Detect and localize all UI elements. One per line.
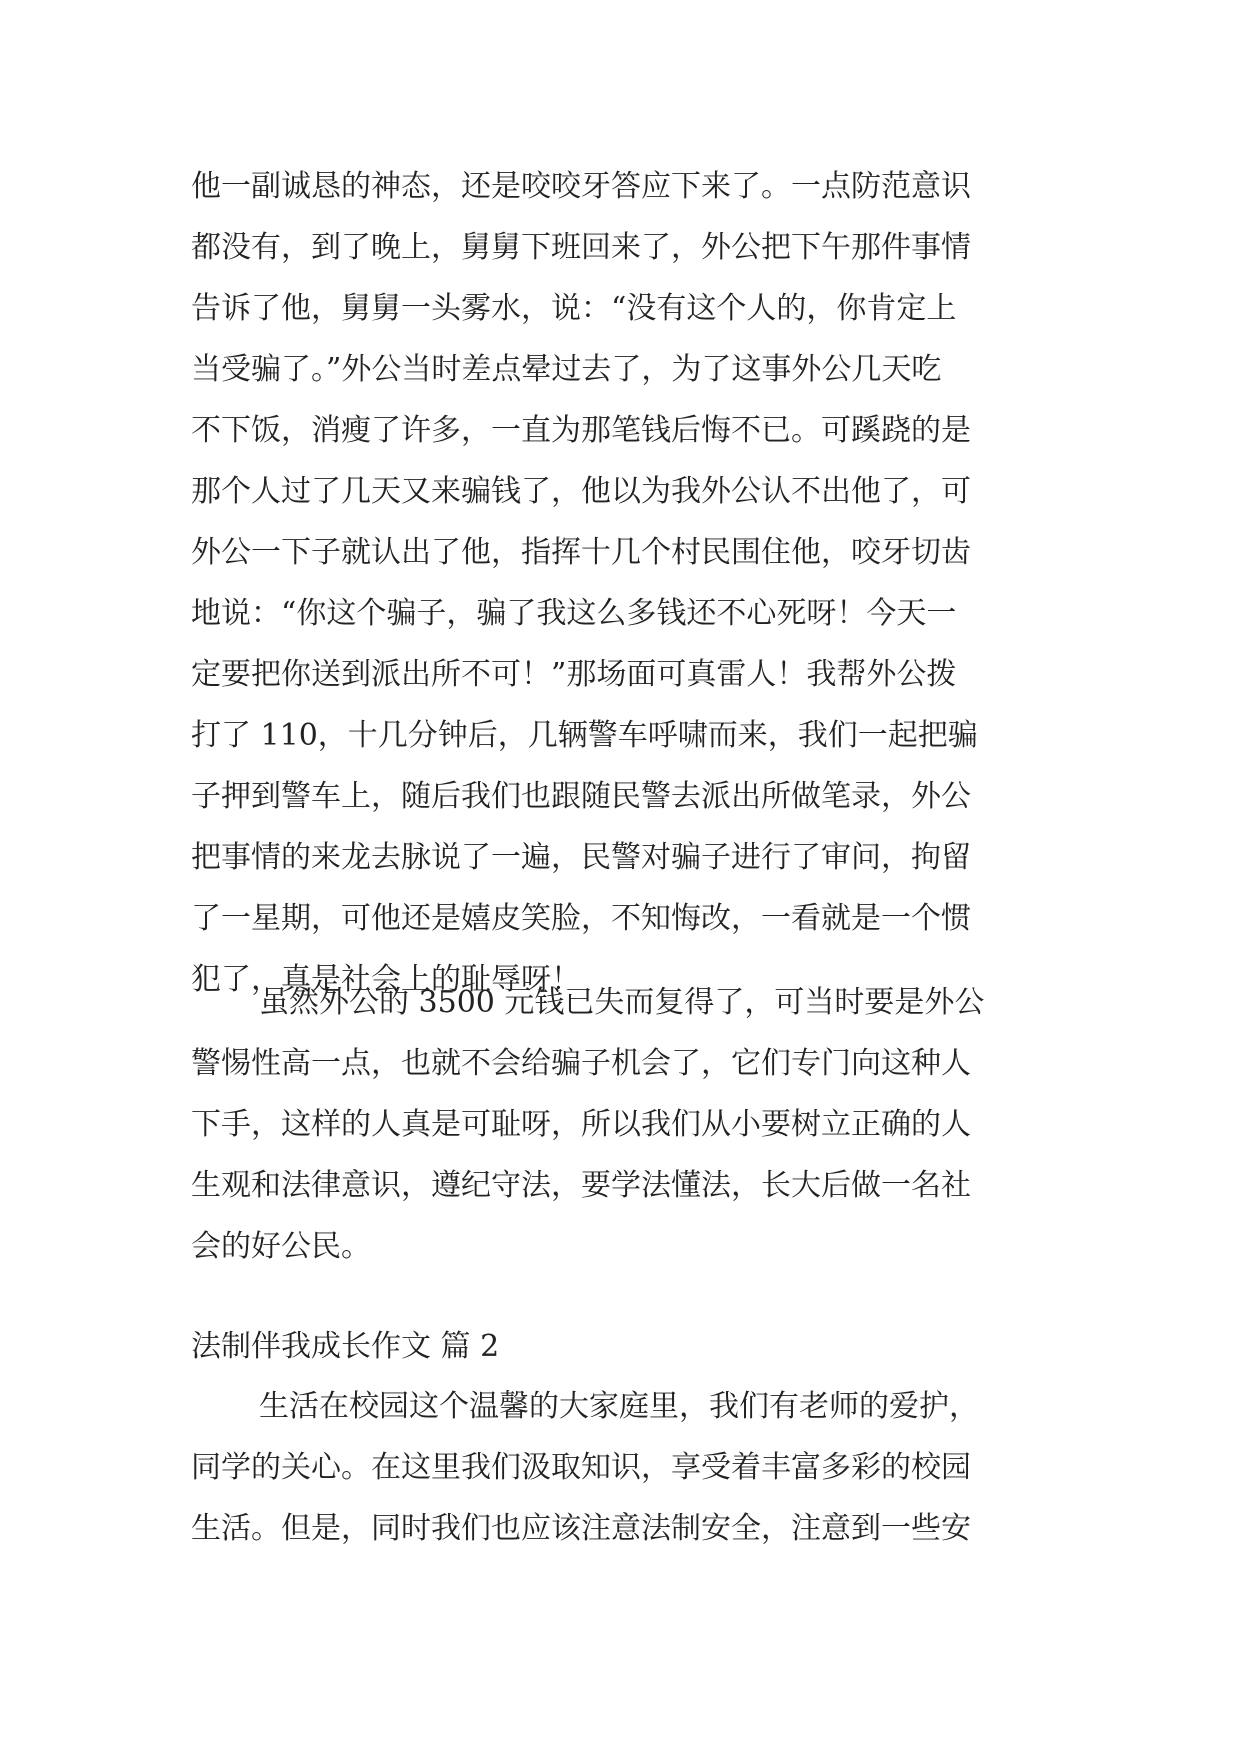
paragraph-line: 子押到警车上，随后我们也跟随民警去派出所做笔录，外公 [191, 779, 971, 814]
section-heading: 法制伴我成长作文 篇 2 [191, 1329, 500, 1364]
paragraph-line: 同学的关心。在这里我们汲取知识，享受着丰富多彩的校园 [191, 1450, 971, 1485]
paragraph-line: 虽然外公的 3500 元钱已失而复得了，可当时要是外公 [259, 985, 985, 1020]
paragraph-line: 定要把你送到派出所不可！”那场面可真雷人！我帮外公拨 [191, 657, 957, 692]
paragraph-line: 打了 110，十几分钟后，几辆警车呼啸而来，我们一起把骗 [191, 718, 978, 753]
paragraph-conclusion [191, 972, 1051, 1277]
paragraph-line: 生活在校园这个温馨的大家庭里，我们有老师的爱护， [259, 1389, 979, 1424]
paragraph-line: 犯了，真是社会上的耻辱呀！ [191, 962, 581, 997]
paragraph-line: 不下饭，消瘦了许多，一直为那笔钱后悔不已。可蹊跷的是 [191, 413, 971, 448]
paragraph-line: 地说：“你这个骗子，骗了我这么多钱还不心死呀！今天一 [191, 596, 957, 631]
paragraph-line: 那个人过了几天又来骗钱了，他以为我外公认不出他了，可 [191, 474, 971, 509]
paragraph-line: 外公一下子就认出了他，指挥十几个村民围住他，咬牙切齿 [191, 535, 971, 570]
paragraph-line: 他一副诚恳的神态，还是咬咬牙答应下来了。一点防范意识 [191, 169, 971, 204]
section-heading-block [191, 1316, 1051, 1377]
paragraph-line: 会的好公民。 [191, 1229, 371, 1264]
paragraph-essay-2-intro [191, 1376, 1051, 1559]
paragraph-story-continuation [191, 156, 1051, 1010]
paragraph-line: 下手，这样的人真是可耻呀，所以我们从小要树立正确的人 [191, 1107, 971, 1142]
paragraph-line: 当受骗了。”外公当时差点晕过去了，为了这事外公几天吃 [191, 352, 942, 387]
paragraph-line: 生活。但是，同时我们也应该注意法制安全，注意到一些安 [191, 1511, 971, 1546]
paragraph-line: 都没有，到了晚上，舅舅下班回来了，外公把下午那件事情 [191, 230, 971, 265]
paragraph-line: 把事情的来龙去脉说了一遍，民警对骗子进行了审问，拘留 [191, 840, 971, 875]
paragraph-line: 生观和法律意识，遵纪守法，要学法懂法，长大后做一名社 [191, 1168, 971, 1203]
paragraph-line: 告诉了他，舅舅一头雾水，说：“没有这个人的，你肯定上 [191, 291, 957, 326]
paragraph-line: 警惕性高一点，也就不会给骗子机会了，它们专门向这种人 [191, 1046, 971, 1081]
paragraph-line: 了一星期，可他还是嬉皮笑脸，不知悔改，一看就是一个惯 [191, 901, 971, 936]
